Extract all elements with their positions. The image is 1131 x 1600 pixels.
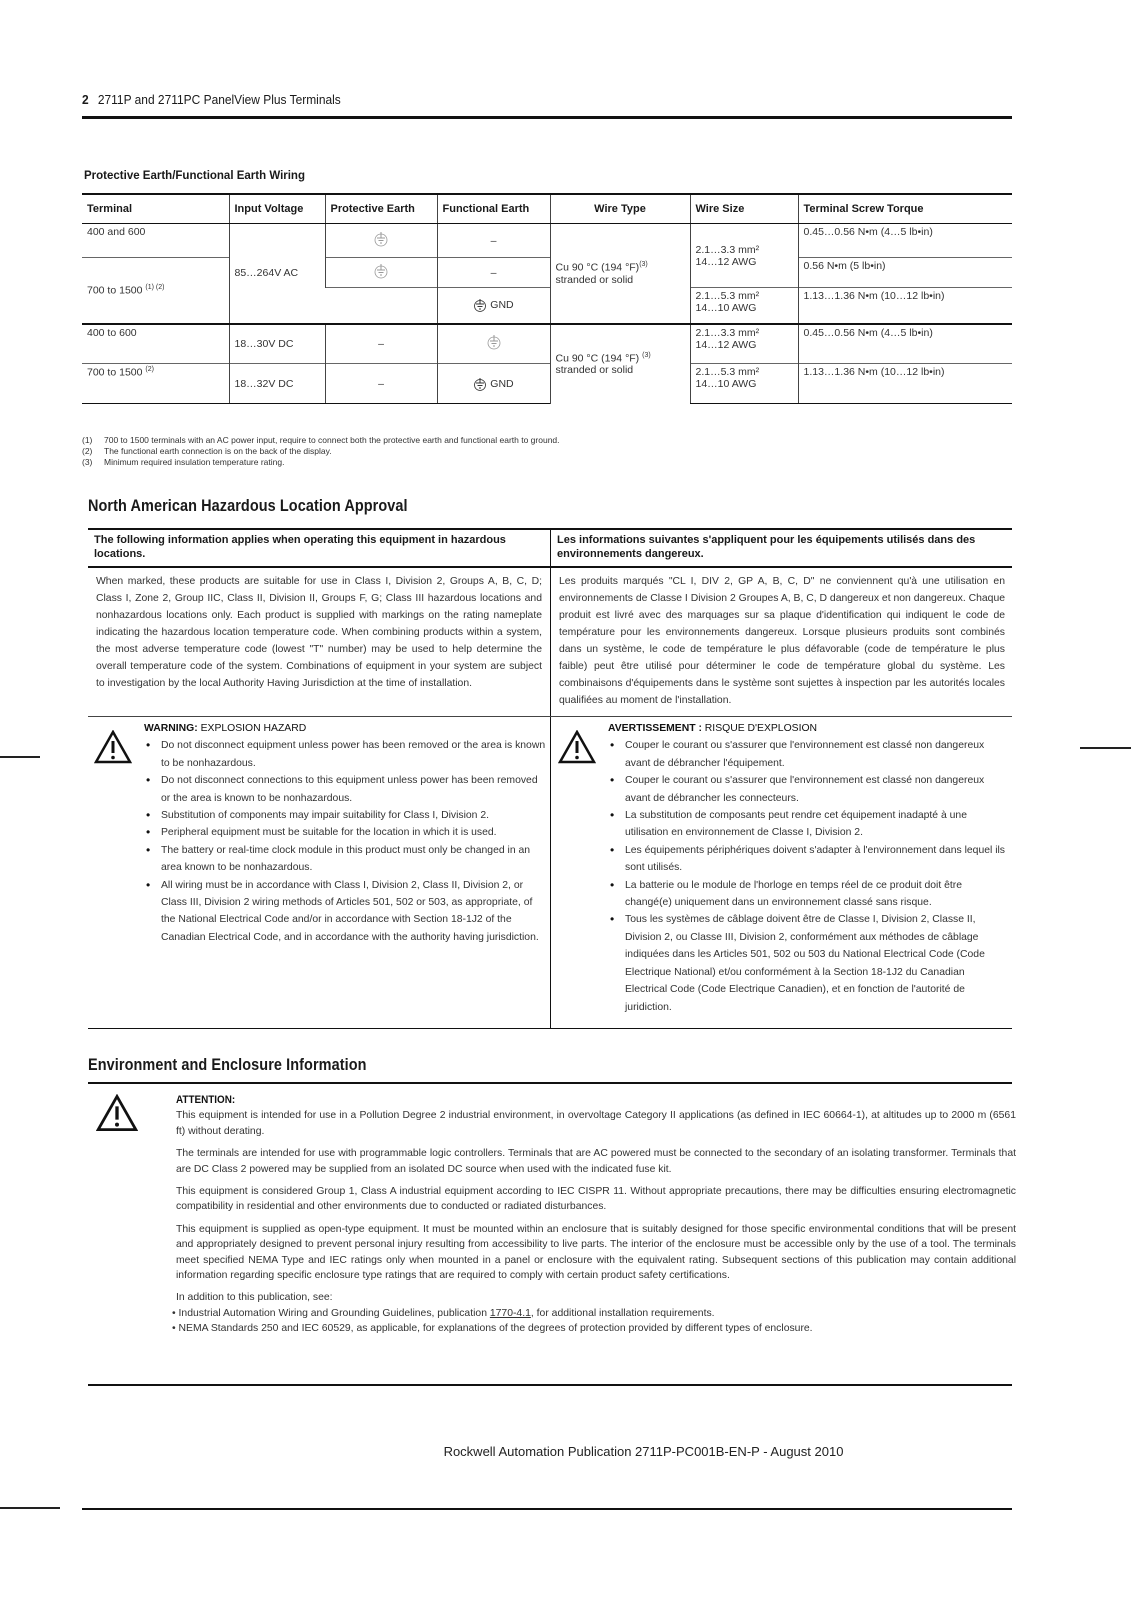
table-row bbox=[82, 324, 1012, 364]
environment-attention bbox=[172, 1093, 1016, 1337]
warning-title: WARNING: EXPLOSION HAZARD bbox=[144, 723, 307, 734]
col-wire-type: Wire Type bbox=[550, 194, 690, 224]
ground-icon bbox=[473, 298, 487, 312]
hazardous-table bbox=[88, 528, 1012, 1029]
list-item: • Do not disconnect connections to this equipment unless power has been removed or the area is known to be nonhazardous. bbox=[158, 772, 548, 807]
environment-bottom-rule bbox=[88, 1384, 1012, 1386]
english-body: When marked, these products are suitable for use in Class I, Division 2, Groups A, B, C, D; Class I, Zone 2, Group IIC, Class II, Division II, Groups F, G; Class III hazardous locations and nonhazardous locations only. Each product is supplied with markings on the rating nameplate indicating the hazardous location temperature code. When combining products within a system, the most adverse temperature code (lowest "T" number) may be used to help determine the overall temperature code of the system. Combinations of equipment in your system are subject to investigation by the local Authority Having Jurisdiction at the time of installation. bbox=[96, 576, 542, 689]
footnote: (1) 700 to 1500 terminals with an AC power input, require to connect both the protective earth and functional earth to ground. bbox=[82, 435, 560, 445]
torque-cell: 0.45…0.56 N•m (4…5 lb•in) bbox=[798, 224, 1012, 258]
french-warning bbox=[608, 720, 1008, 1016]
functional-earth-cell: – bbox=[437, 224, 550, 258]
col-protective-earth: Protective Earth bbox=[325, 194, 437, 224]
ground-icon bbox=[473, 377, 487, 391]
wiring-table-caption: Protective Earth/Functional Earth Wiring bbox=[84, 170, 305, 182]
terminal-cell: 700 to 1500 $^{(1) (2)}$ bbox=[82, 258, 229, 324]
functional-earth-cell bbox=[437, 324, 550, 364]
col-torque: Terminal Screw Torque bbox=[798, 194, 1012, 224]
paragraph: This equipment is supplied as open-type equipment. It must be mounted within an enclosure that is suitably designed for those specific environmental conditions that will be present and appropriately designed to prevent personal injury resulting from accessibility to live parts. The interior of the enclosure must be accessible only by the use of a tool. The terminals meet specified NEMA Type and IEC ratings only when mounted in a panel or enclosure with the equivalent rating. Subsequent sections of this publication may contain additional information regarding specific enclosure type ratings that are required to comply with certain product safety certifications. bbox=[176, 1223, 1016, 1282]
list-item: • Do not disconnect equipment unless power has been removed or the area is known to be nonhazardous. bbox=[158, 737, 548, 772]
col-functional-earth: Functional Earth bbox=[437, 194, 550, 224]
footnote: (2) The functional earth connection is on the back of the display. bbox=[82, 446, 332, 456]
warning-title: AVERTISSEMENT : RISQUE D'EXPLOSION bbox=[608, 723, 818, 734]
french-body: Les produits marqués "CL I, DIV 2, GP A, B, C, D" ne conviennent qu'à une utilisation en environnements de Classe I Division 2 Groupes A, B, C, D dangereux et non dangereux. Chaque produit est livré avec des marquages sur sa plaque d'identification qui indiquent le code de température pour les environnements dangereux. Lorsque plusieurs produits sont combinés dans un système, le code de température le plus défavorable (code de température le plus faible) peut être utilisé pour déterminer le code de température global du système. Les combinaisons d'équipements dans le système sont sujettes à inspection par les autorités locales qualifiées au moment de l'installation. bbox=[559, 576, 1005, 706]
torque-cell: 1.13…1.36 N•m (10…12 lb•in) bbox=[798, 364, 1012, 404]
list-item: • Industrial Automation Wiring and Grounding Guidelines, publication 1770-4.1, for additional installation requirements. bbox=[172, 1307, 715, 1319]
protective-earth-cell bbox=[325, 288, 437, 324]
warning-triangle-icon bbox=[558, 730, 596, 764]
page-footer: Rockwell Automation Publication 2711P-PC001B-EN-P - August 2010 bbox=[443, 1444, 844, 1459]
table-row bbox=[82, 258, 1012, 288]
wire-size-cell: 2.1…3.3 mm² 14…12 AWG bbox=[690, 224, 798, 288]
page-header bbox=[82, 92, 341, 107]
protective-earth-icon bbox=[374, 263, 388, 279]
header-rule bbox=[82, 116, 1012, 119]
page-number: 2 bbox=[82, 92, 89, 107]
torque-cell: 0.56 N•m (5 lb•in) bbox=[798, 258, 1012, 288]
scan-mark bbox=[0, 756, 40, 758]
torque-cell: 1.13…1.36 N•m (10…12 lb•in) bbox=[798, 288, 1012, 324]
protective-earth-cell bbox=[325, 224, 437, 258]
list-item: • Couper le courant ou s'assurer que l'environnement est classé non dangereux avant de débrancher l'équipement. bbox=[622, 737, 1008, 772]
french-column-head: Les informations suivantes s'appliquent pour les équipements utilisés dans des environnements dangereux. bbox=[557, 534, 976, 560]
attention-triangle-icon bbox=[96, 1094, 138, 1132]
list-item: • Couper le courant ou s'assurer que l'environnement est classé non dangereux avant de débrancher les connecteurs. bbox=[622, 772, 1008, 807]
protective-earth-icon bbox=[487, 334, 501, 350]
list-item: • Peripheral equipment must be suitable for the location in which it is used. bbox=[158, 824, 548, 841]
list-item: • Les équipements périphériques doivent s'adapter à l'environnement dans lequel ils sont utilisés. bbox=[622, 842, 1008, 877]
list-item: • NEMA Standards 250 and IEC 60529, as applicable, for explanations of the degrees of protection provided by different types of enclosure. bbox=[172, 1323, 813, 1335]
paragraph: This equipment is intended for use in a Pollution Degree 2 industrial environment, in overvoltage Category II applications (as defined in IEC 60664-1), at altitudes up to 2000 m (6561 ft) without derating. bbox=[176, 1110, 1016, 1137]
footer-rule bbox=[82, 1508, 1012, 1510]
protective-earth-cell bbox=[325, 258, 437, 288]
wire-size-cell: 2.1…5.3 mm² 14…10 AWG bbox=[690, 364, 798, 404]
attention-label: ATTENTION: bbox=[176, 1094, 236, 1106]
list-item: • Substitution of components may impair suitability for Class I, Division 2. bbox=[158, 807, 548, 824]
scan-mark bbox=[0, 1507, 60, 1509]
environment-heading: Environment and Enclosure Information bbox=[88, 1055, 367, 1074]
wiring-table bbox=[82, 193, 1012, 404]
wiring-table-header bbox=[82, 194, 1012, 224]
protective-earth-icon bbox=[374, 231, 388, 247]
english-column-head: The following information applies when operating this equipment in hazardous locations. bbox=[94, 534, 506, 560]
protective-earth-cell: – bbox=[325, 324, 437, 364]
warning-list bbox=[608, 737, 1008, 1016]
wire-type-cell: Cu 90 °C (194 °F) $^{(3)}$ stranded or solid bbox=[550, 324, 690, 404]
warning-list bbox=[144, 737, 548, 946]
english-warning bbox=[144, 720, 548, 946]
torque-cell: 0.45…0.56 N•m (4…5 lb•in) bbox=[798, 324, 1012, 364]
publication-link[interactable]: 1770-4.1 bbox=[489, 1307, 531, 1319]
table-row bbox=[82, 224, 1012, 258]
voltage-cell: 85…264V AC bbox=[229, 224, 325, 324]
terminal-cell: 400 to 600 bbox=[82, 324, 229, 364]
wire-size-cell: 2.1…5.3 mm² 14…10 AWG bbox=[690, 288, 798, 324]
list-item: • La batterie ou le module de l'horloge en temps réel de ce produit doit être changé(e) uniquement dans un environnement classé sans risque. bbox=[622, 877, 1008, 912]
list-item: • La substitution de composants peut rendre cet équipement inadapté à une utilisation en environnement de Classe I, Division 2. bbox=[622, 807, 1008, 842]
list-item: • Tous les systèmes de câblage doivent être de Classe I, Division 2, Classe II, Division 2, ou Classe III, Division 2, conformément aux méthodes de câblage indiquées dans les Articles 501, 502 ou 503 du National Electrical Code (Code Electrique National) et/ou conformément à la Section 18-1J2 du Canadian Electrical Code (Code Electrique Canadien), et en fonction de l'autorité de juridiction. bbox=[622, 911, 1008, 1015]
wire-size-cell: 2.1…3.3 mm² 14…12 AWG bbox=[690, 324, 798, 364]
list-item: • All wiring must be in accordance with Class I, Division 2, Class II, Division 2, or Class III, Division 2 wiring methods of Articles 501, 502 or 503, as appropriate, of the National Electrical Code and/or in accordance with Section 18-1J2 of the Canadian Electrical Code, and in accordance with the authority having jurisdiction. bbox=[158, 877, 548, 947]
see-also: In addition to this publication, see: bbox=[176, 1292, 333, 1304]
footnote: (3) Minimum required insulation temperature rating. bbox=[82, 457, 285, 467]
voltage-cell: 18…32V DC bbox=[229, 364, 325, 404]
terminal-cell: 400 and 600 bbox=[87, 226, 146, 238]
paragraph: This equipment is considered Group 1, Class A industrial equipment according to IEC CISPR 11. Without appropriate precautions, there may be difficulties ensuring electromagnetic compatibility in residential and other environments due to conducted or radiated disturbances. bbox=[176, 1186, 1016, 1213]
col-terminal: Terminal bbox=[82, 194, 229, 224]
head-divider bbox=[88, 566, 1012, 568]
col-input-voltage: Input Voltage bbox=[229, 194, 325, 224]
hazardous-heading: North American Hazardous Location Approval bbox=[88, 496, 408, 515]
terminal-cell: 700 to 1500 $^{(2)}$ bbox=[82, 364, 229, 404]
list-item: • The battery or real-time clock module in this product must only be changed in an area known to be nonhazardous. bbox=[158, 842, 548, 877]
table-row bbox=[82, 364, 1012, 404]
functional-earth-cell: – bbox=[437, 258, 550, 288]
header-title: 2711P and 2711PC PanelView Plus Terminals bbox=[97, 92, 341, 107]
wire-type-cell: Cu 90 °C (194 °F)$^{(3)}$ stranded or solid bbox=[550, 224, 690, 324]
scan-mark bbox=[1080, 747, 1131, 749]
protective-earth-cell: – bbox=[325, 364, 437, 404]
environment-rule bbox=[88, 1082, 1012, 1084]
table-footnotes bbox=[82, 435, 560, 468]
functional-earth-cell: GND bbox=[437, 364, 550, 404]
col-wire-size: Wire Size bbox=[690, 194, 798, 224]
warning-triangle-icon bbox=[94, 730, 132, 764]
voltage-cell: 18…30V DC bbox=[229, 324, 325, 364]
paragraph: The terminals are intended for use with programmable logic controllers. Terminals that are AC powered must be connected to the secondary of an isolating transformer. Terminals that are DC Class 2 powered may be supplied from an isolated DC source when used with the indicated fuse kit. bbox=[176, 1148, 1016, 1175]
warning-divider bbox=[88, 716, 1012, 717]
functional-earth-cell: GND bbox=[437, 288, 550, 324]
